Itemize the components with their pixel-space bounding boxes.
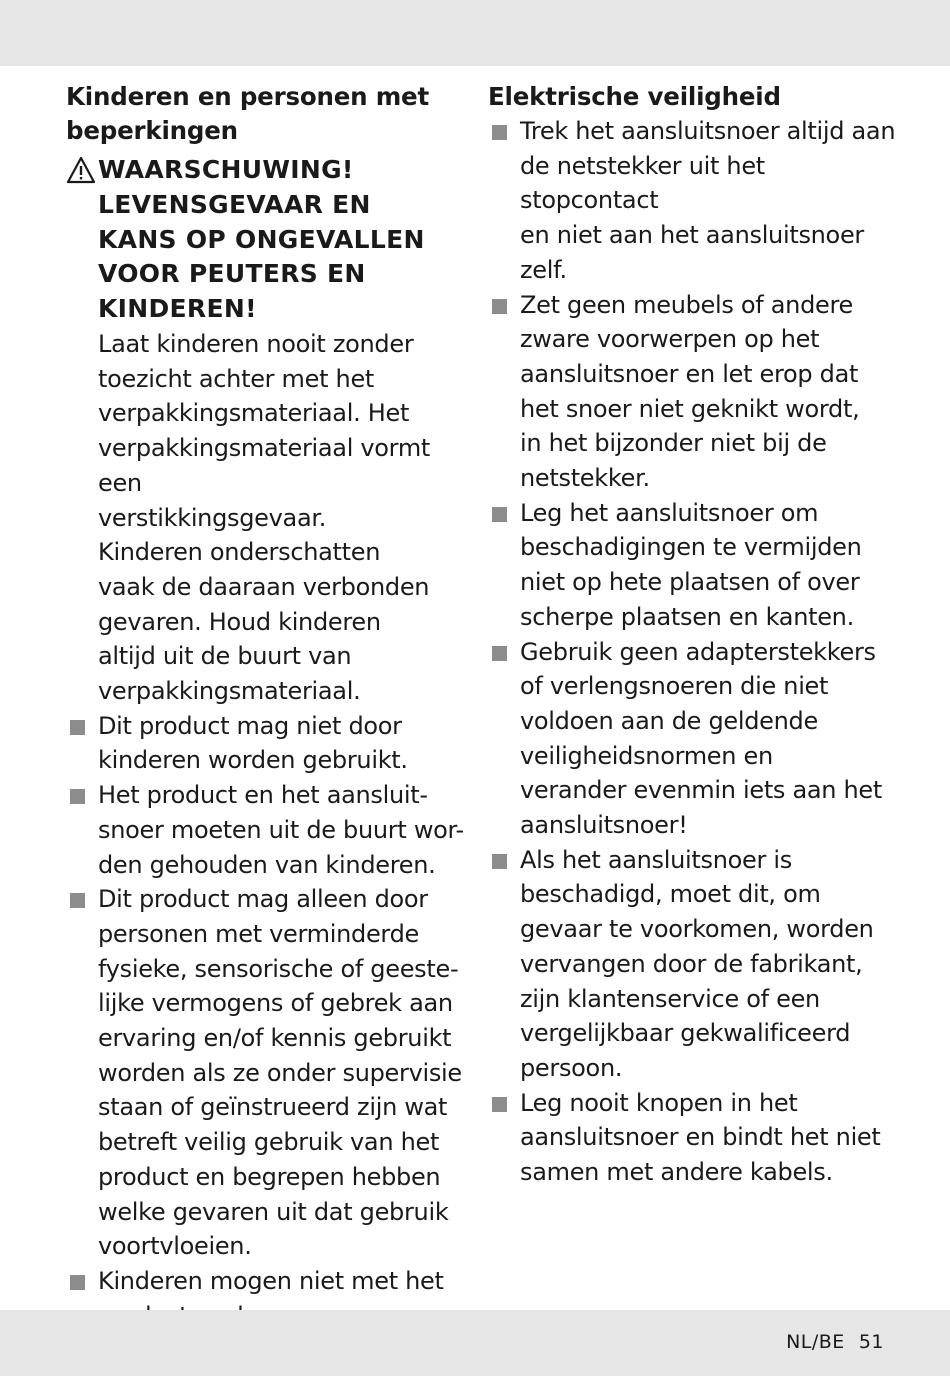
square-bullet-icon [492, 125, 507, 140]
footer-locale: NL/BE [786, 1331, 845, 1353]
list-item [66, 709, 466, 778]
list-item [66, 778, 466, 882]
warning-block [66, 153, 466, 327]
right-column [488, 80, 898, 1190]
square-bullet-icon [492, 854, 507, 869]
list-item [488, 1086, 898, 1190]
list-item-text: Leg nooit knopen in het aansluitsnoer en bindt het niet samen met andere kabels. [520, 1088, 881, 1187]
right-bullet-list [488, 114, 898, 1190]
warning-text: Laat kinderen nooit zonder toezicht achter met het verpakkingsmateriaal. Het verpakkingsmateriaal vormt een verstikkingsgevaar. Kinderen onderschatten vaak de daaraan verbonden gevaren. Houd kinderen altijd uit de buurt van verpakkingsmateriaal. [98, 329, 431, 706]
square-bullet-icon [492, 646, 507, 661]
square-bullet-icon [492, 299, 507, 314]
list-item-text: Zet geen meubels of andere zware voorwerpen op het aansluitsnoer en let erop dat het snoer niet geknikt wordt, in het bijzonder niet bij de netstekker. [520, 290, 860, 493]
square-bullet-icon [70, 789, 85, 804]
square-bullet-icon [70, 1275, 85, 1290]
left-bullet-list [66, 709, 466, 1334]
list-item-text: Trek het aansluitsnoer altijd aan de netstekker uit het stopcontact en niet aan het aansluitsnoer zelf. [520, 117, 896, 284]
list-item [66, 882, 466, 1264]
section-heading-children: Kinderen en personen met beperkingen [66, 82, 429, 145]
list-item [488, 635, 898, 843]
list-item-text: Het product en het aansluit- snoer moeten uit de buurt wor- den gehouden van kinderen. [98, 781, 464, 879]
list-item [488, 288, 898, 496]
square-bullet-icon [492, 507, 507, 522]
square-bullet-icon [70, 720, 85, 735]
warning-triangle-icon [66, 155, 96, 185]
top-band [0, 0, 950, 66]
list-item-text: Dit product mag alleen door personen met verminderde fysieke, sensorische of geeste- lijke vermogens of gebrek aan ervaring en/of kennis gebruikt worden als ze onder supervisie staan of geïnstrueerd zijn wat betreft veilig gebruik van het product en begrepen hebben welke gevaren uit dat gebruik voortvloeien. [98, 885, 462, 1261]
list-item [488, 496, 898, 635]
square-bullet-icon [70, 893, 85, 908]
list-item-text: Leg het aansluitsnoer om beschadigingen te vermijden niet op hete plaatsen of over scherpe plaatsen en kanten. [520, 498, 862, 631]
page-number: 51 [858, 1331, 884, 1353]
list-item [488, 114, 898, 288]
square-bullet-icon [492, 1097, 507, 1112]
list-item-text: Gebruik geen adapterstekkers of verlengsnoeren die niet voldoen aan de geldende veiligheidsnormen en verander evenmin iets aan het aansluitsnoer! [520, 637, 882, 840]
list-item-text: Kinderen mogen niet met het [98, 1266, 444, 1295]
section-heading-electrical: Elektrische veiligheid [488, 82, 781, 111]
left-column [66, 80, 466, 1333]
list-item-text: Als het aansluitsnoer is beschadigd, moet dit, om gevaar te voorkomen, worden vervangen door de fabrikant, zijn klantenservice of een vergelijkbaar gekwalificeerd persoon. [520, 845, 874, 1082]
list-item [488, 843, 898, 1086]
warning-title: WAARSCHUWING! LEVENSGEVAAR EN KANS OP ONGEVALLEN VOOR PEUTERS EN KINDEREN! [98, 155, 425, 324]
list-item-text: Dit product mag niet door kinderen worden gebruikt. [98, 711, 408, 775]
page-footer [786, 1331, 884, 1353]
